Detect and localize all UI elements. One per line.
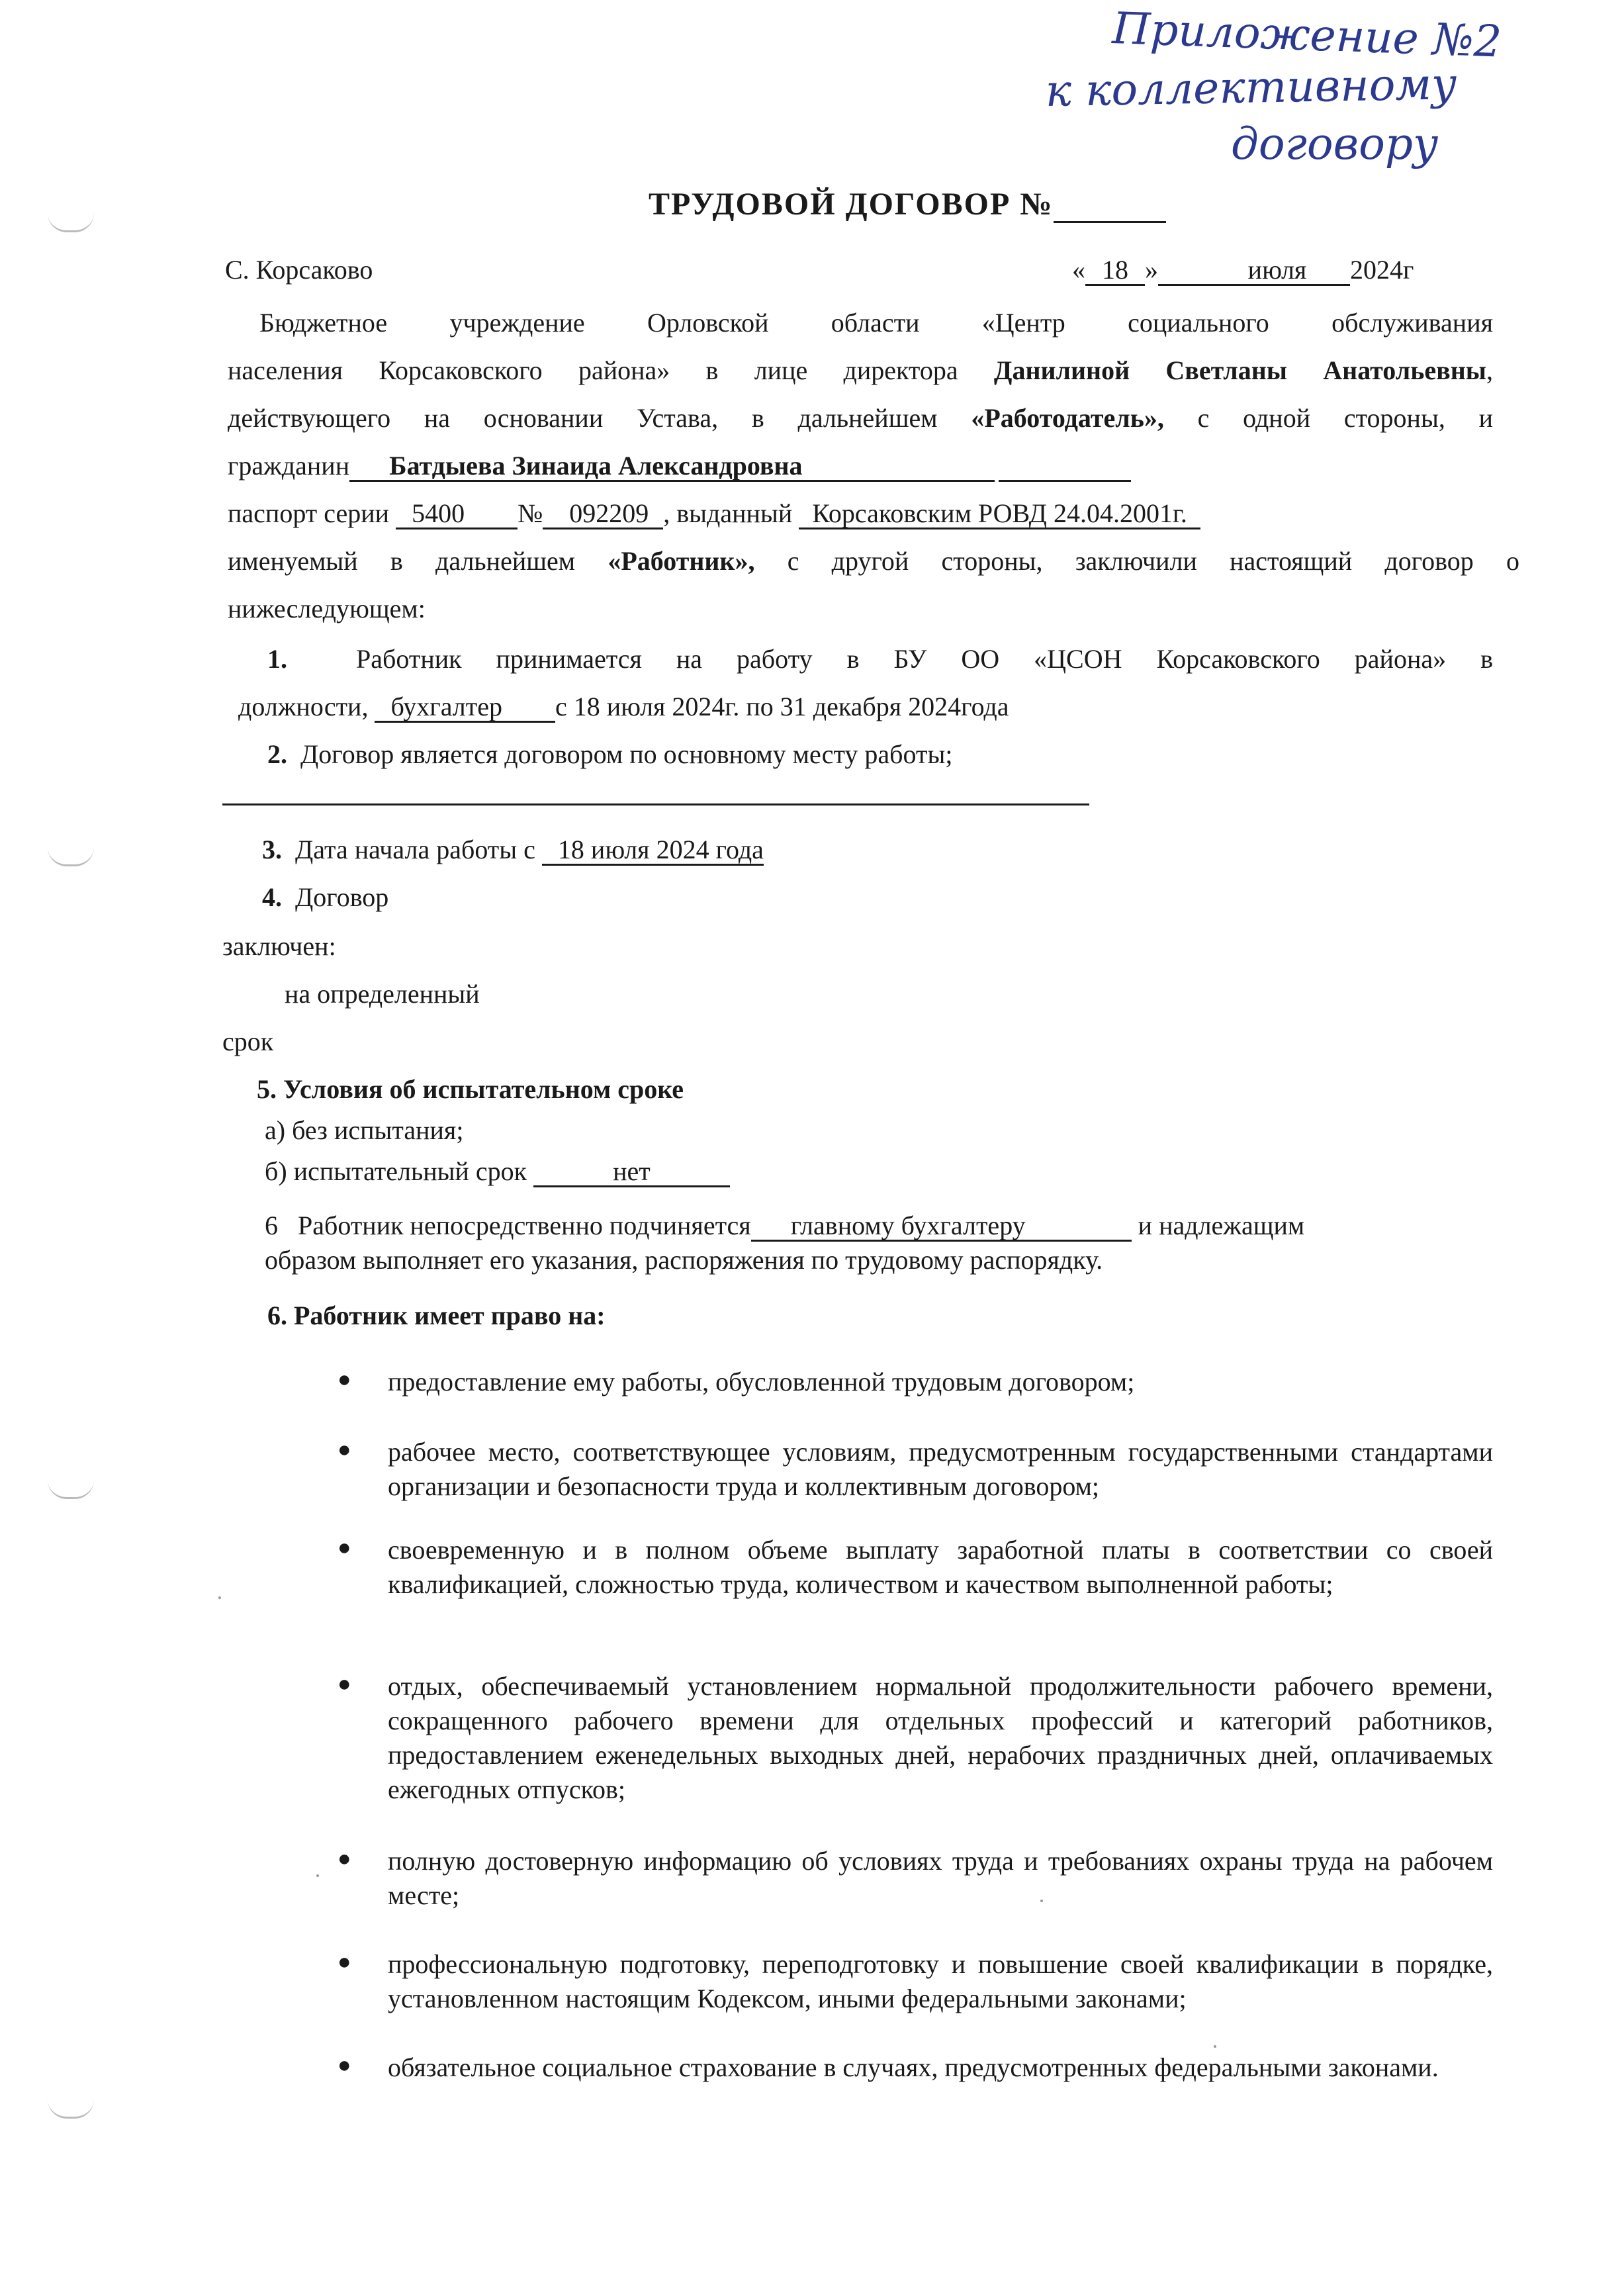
handwritten-line-2: к коллективному [1044,58,1457,116]
bullet-icon: ● [338,1536,351,1560]
clause-5-a: а) без испытания; [265,1115,464,1145]
citizen-line: гражданин Батдыева Зинаида Александровна [228,450,1131,482]
list-item: обязательное социальное страхование в случаях, предусмотренных федеральными законами. [388,2052,1439,2082]
bullet-icon: ● [338,1367,351,1392]
list-item: профессиональную подготовку, переподготовку и повышение своей квалификации в порядке, установленном настоящим Кодексом, иными федеральными законами; [388,1949,1493,2013]
blank-line [222,803,1089,805]
contract-date: « 18 » июля 2024г [1072,255,1414,285]
list-item: предоставление ему работы, обусловленной трудовым договором; [388,1367,1135,1397]
clause-3: 3. Дата начала работы с 18 июля 2024 года [262,835,764,864]
clause-5-heading: 5. Условия об испытательном сроке [257,1074,684,1104]
scan-speck [316,1874,319,1877]
place: С. Корсаково [225,255,373,285]
scan-speck [1214,2045,1216,2048]
bullet-icon: ● [338,1672,351,1696]
clause-5-b: б) испытательный срок нет [265,1156,730,1187]
passport-line: паспорт серии 5400 № 092209 , выданный Корсаковским РОВД 24.04.2001г. [228,498,1200,529]
clause-4-term-b: срок [222,1027,274,1056]
punch-hole-mark [48,2099,94,2119]
clause-6-line-1: 6 Работник непосредственно подчиняется главному бухгалтеру и надлежащим [265,1211,1305,1240]
intro-line-6: именуемый в дальнейшем «Работник», с другой стороны, заключили настоящий договор о [228,546,1520,576]
punch-hole-mark [48,213,94,232]
handwritten-line-3: договору [1231,118,1439,169]
list-item: отдых, обеспечиваемый установлением нормальной продолжительности рабочего времени, сокращенного рабочего времени для отдельных профессий и категорий работников, предоставлением еженедельных выходных дней, нерабочих праздничных дней, оплачиваемых ежегодных отпусков; [388,1671,1493,1804]
scan-speck [1040,1900,1043,1902]
clause-4-term-a: на определенный [285,979,480,1009]
handwritten-line-1: Приложение №2 [1111,3,1503,68]
list-item: своевременную и в полном объеме выплату заработной платы в соответствии со своей квалификацией, сложностью труда, количеством и качеством выполненной работы; [388,1535,1493,1599]
handwritten-note [1019,0,1588,179]
document-title: ТРУДОВОЙ ДОГОВОР № [649,185,1166,224]
employee-name: Батдыева Зинаида Александровна [389,451,803,481]
intro-line-7: нижеследующем: [228,594,426,623]
bullet-icon: ● [338,2053,351,2078]
list-item: рабочее место, соответствующее условиям, предусмотренным государственными стандартами организации и безопасности труда и коллективным договором; [388,1437,1493,1501]
clause-1-line-1: 1. Работник принимается на работу в БУ ОО «ЦСОН Корсаковского района» в [267,644,1493,674]
punch-hole-mark [48,847,94,866]
rights-heading: 6. Работник имеет право на: [267,1301,606,1330]
intro-line-1: Бюджетное учреждение Орловской области «Центр социального обслуживания [259,308,1493,338]
bullet-icon: ● [338,1438,351,1462]
bullet-icon: ● [338,1847,351,1871]
punch-hole-mark [48,1480,94,1499]
intro-line-3: действующего на основании Устава, в дальнейшем «Работодатель», с одной стороны, и [228,403,1493,433]
intro-line-2: населения Корсаковского района» в лице директора Данилиной Светланы Анатольевны, [228,355,1494,385]
clause-4-concluded: заключен: [222,931,336,961]
scan-speck [218,1596,221,1599]
bullet-icon: ● [338,1950,351,1974]
clause-4: 4. Договор [262,882,389,912]
clause-6-line-2: образом выполняет его указания, распоряжения по трудовому распорядку. [265,1245,1103,1275]
clause-2: 2. Договор является договором по основному месту работы; [267,739,953,769]
clause-1-line-2: должности, бухгалтер с 18 июля 2024г. по 31 декабря 2024года [238,692,1009,721]
list-item: полную достоверную информацию об условиях труда и требованиях охраны труда на рабочем месте; [388,1846,1493,1910]
